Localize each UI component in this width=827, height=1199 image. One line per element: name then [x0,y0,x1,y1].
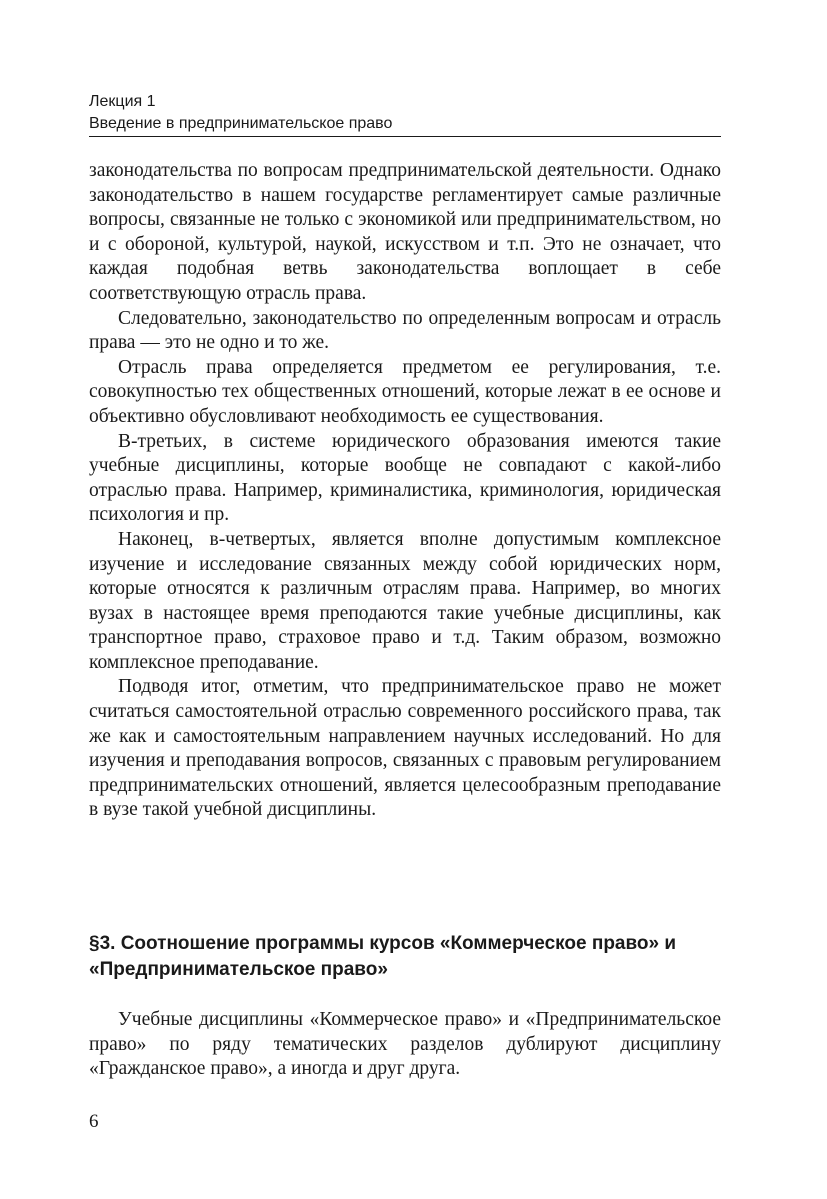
paragraph: Подводя итог, отметим, что предпринимательское право не может считаться самостоятельной отраслью современного российского права, так же как и самостоятельным направлением научных исследований. Но для изучения и преподавания вопросов, связанных с правовым регулированием предпринимательских отношений, является целесообразным преподавание в вузе такой учебной дисциплины. [89,676,721,821]
paragraph: Учебные дисциплины «Коммерческое право» и «Предпринимательское право» по ряду тематических разделов дублируют дисциплину «Гражданское право», а иногда и друг друга. [89,1009,721,1080]
body-text [89,159,721,823]
paragraph-continued: законодательства по вопросам предпринимательской деятельности. Однако законодательство в нашем государстве регламентирует самые различные вопросы, связанные не только с экономикой или предпринимательством, но и с обороной, культурой, наукой, искусством и т.п. Это не означает, что каждая подобная ветвь законодательства воплощает в себе соответствующую отрасль права. [89,160,721,304]
section-heading: §3. Соотношение программы курсов «Коммерческое право» и «Предпринимательское право» [89,933,677,980]
page-number: 6 [89,1111,99,1132]
section-text [89,1008,721,1082]
chapter-title: Введение в предпринимательское право [89,115,393,132]
header-rule [89,136,721,137]
paragraph: Следовательно, законодательство по определенным вопросам и отрасль права — это не одно и то же. [89,307,721,354]
lecture-label: Лекция 1 [89,93,156,110]
paragraph: Наконец, в-четвертых, является вполне допустимым комплексное изучение и исследование связанных между собой юридических норм, которые относятся к различным отраслям права. Например, во многих вузах в настоящее время преподаются такие учебные дисциплины, как транспортное право, страховое право и т.д. Таким образом, возможно комплексное преподавание. [89,528,721,673]
running-header [89,91,721,135]
paragraph: В-третьих, в системе юридического образования имеются такие учебные дисциплины, которые вообще не совпадают с какой-либо отраслью права. Например, криминалистика, криминология, юридическая психология и пр. [89,430,721,526]
paragraph: Отрасль права определяется предметом ее регулирования, т.е. совокупностью тех общественных отношений, которые лежат в ее основе и объективно обусловливают необходимость ее существования. [89,356,721,427]
